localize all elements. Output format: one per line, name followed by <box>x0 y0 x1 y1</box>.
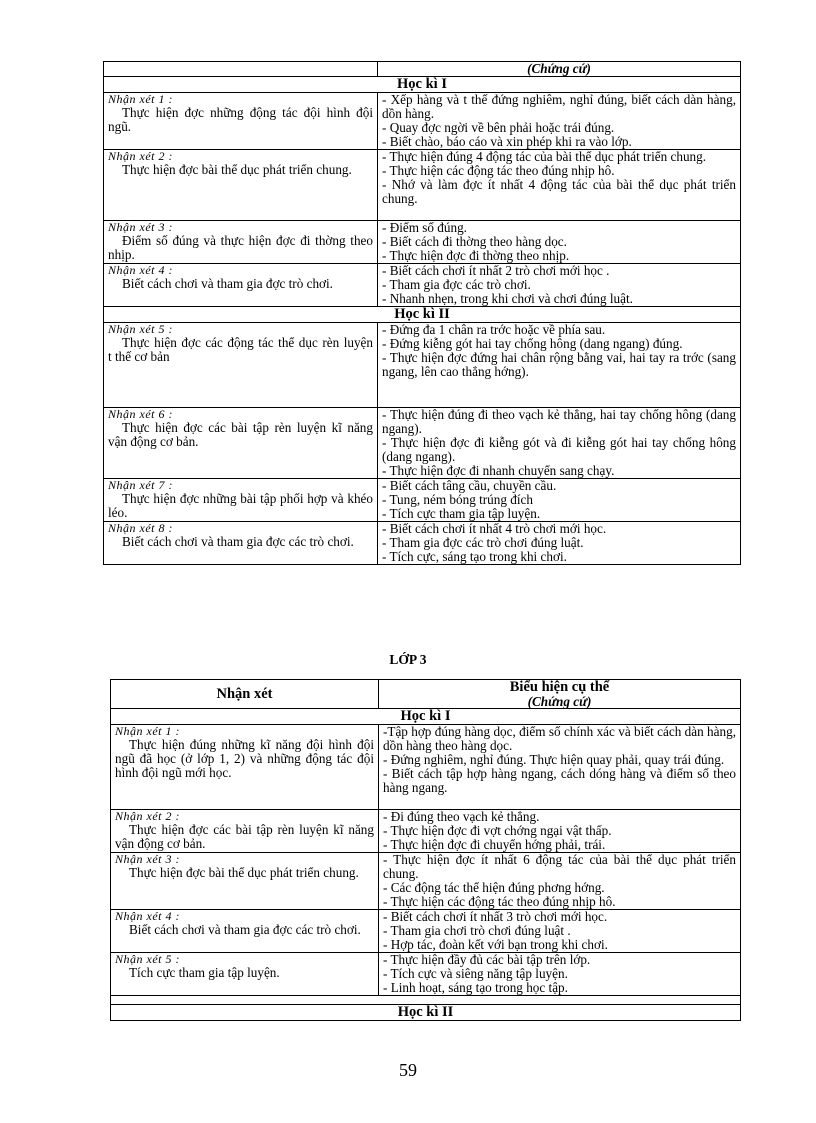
evidence-item: - Thực hiện đợc đi nhanh chuyển sang chạy. <box>382 463 615 478</box>
evidence-item: - Thực hiện các động tác theo đúng nhịp hô. <box>382 163 615 178</box>
table-row <box>104 150 741 221</box>
semester-row <box>104 307 741 323</box>
criterion-text: Tích cực tham gia tập luyện. <box>129 965 280 980</box>
header-cell-empty <box>104 62 378 77</box>
evidence-cell <box>378 408 741 479</box>
header-cell-evidence <box>378 62 741 77</box>
evidence-item: - Thực hiện đầy đủ các bài tập trên lớp. <box>383 952 591 967</box>
table-row <box>104 408 741 479</box>
evidence-item: - Biết cách chơi ít nhất 3 trò chơi mới học. <box>383 909 608 924</box>
semester-title: Học kì II <box>111 1005 741 1021</box>
table-row <box>111 953 741 996</box>
criterion-text: Thực hiện đợc các bài tập rèn luyện kĩ năng vận động cơ bản. <box>108 420 373 449</box>
header-evidence: (Chứng cứ) <box>527 61 591 76</box>
evidence-item: - Thực hiện đợc đi chuyển hớng phải, trái. <box>383 837 606 852</box>
criterion-cell <box>104 522 378 565</box>
table-header-row <box>104 62 741 77</box>
table-row <box>111 853 741 910</box>
criterion-label: Nhận xét 7 : <box>108 478 173 492</box>
header-cell-nhan-xet <box>111 680 379 709</box>
evidence-item: - Thực hiện đúng 4 động tác của bài thể dục phát triển chung. <box>382 149 707 164</box>
evidence-cell <box>378 93 741 150</box>
evidence-item: - Tung, ném bóng trúng đích <box>382 492 533 507</box>
criterion-text: Thực hiện đợc những động tác đội hình đội ngũ. <box>108 105 373 134</box>
evidence-item: - Tích cực, sáng tạo trong khi chơi. <box>382 549 567 564</box>
evidence-cell <box>379 810 741 853</box>
criterion-label: Nhận xét 8 : <box>108 521 173 535</box>
evidence-item: - Biết cách chơi ít nhất 2 trò chơi mới học . <box>382 263 610 278</box>
criterion-label: Nhận xét 3 : <box>115 852 180 866</box>
criterion-label: Nhận xét 5 : <box>108 322 173 336</box>
evidence-cell <box>378 479 741 522</box>
evidence-item: - Xếp hàng và t thế đứng nghiêm, nghỉ đúng, biết cách dàn hàng, dồn hàng. <box>382 92 736 121</box>
semester-row <box>111 709 741 725</box>
criterion-label: Nhận xét 4 : <box>115 909 180 923</box>
table-row <box>104 264 741 307</box>
criterion-text: Thực hiện đúng những kĩ năng đội hình đội ngũ đã học (ở lớp 1, 2) và những động tác đội hình đội ngũ mới học. <box>115 737 374 780</box>
evidence-item: - Thực hiện đợc ít nhất 6 động tác của bài thể dục phát triển chung. <box>383 852 736 881</box>
criterion-label: Nhận xét 2 : <box>108 149 173 163</box>
table-row <box>111 910 741 953</box>
criterion-cell <box>111 910 379 953</box>
evidence-item: - Quay đợc ngời về bên phải hoặc trái đúng. <box>382 120 615 135</box>
criterion-label: Nhận xét 5 : <box>115 952 180 966</box>
evidence-cell <box>379 910 741 953</box>
header-evidence: (Chứng cứ) <box>527 694 592 709</box>
evidence-item: - Biết cách tập hợp hàng ngang, cách dóng hàng và điểm số theo hàng ngang. <box>383 766 736 795</box>
criterion-cell <box>104 264 378 307</box>
criterion-cell <box>104 150 378 221</box>
evidence-item: - Điểm số đúng. <box>382 220 467 235</box>
semester-row <box>104 77 741 93</box>
criterion-cell <box>111 853 379 910</box>
table-row <box>111 810 741 853</box>
evidence-item: -Tập hợp đúng hàng dọc, điểm số chính xác và biết cách dàn hàng, dồn hàng theo hàng dọc. <box>383 724 736 753</box>
semester-row <box>111 1005 741 1021</box>
evidence-cell <box>378 150 741 221</box>
evidence-item: - Hợp tác, đoàn kết với bạn trong khi chơi. <box>383 937 608 952</box>
grade-heading: LỚP 3 <box>389 652 427 667</box>
assessment-table-grade2 <box>103 61 741 565</box>
semester-title: Học kì I <box>111 709 741 725</box>
criterion-cell <box>104 408 378 479</box>
evidence-cell <box>378 522 741 565</box>
header-bieu-hien: Biểu hiện cụ thể <box>509 679 610 695</box>
criterion-cell <box>104 93 378 150</box>
table-row <box>104 93 741 150</box>
evidence-cell <box>379 725 741 810</box>
evidence-item: - Đứng đa 1 chân ra trớc hoặc về phía sau. <box>382 322 606 337</box>
evidence-item: - Tham gia đợc các trò chơi. <box>382 277 531 292</box>
criterion-text: Biết cách chơi và tham gia đợc các trò chơi. <box>122 534 354 549</box>
evidence-item: - Biết cách chơi ít nhất 4 trò chơi mới học. <box>382 521 607 536</box>
evidence-item: - Thực hiện đợc đi thờng theo nhịp. <box>382 248 570 263</box>
evidence-item: - Thực hiện đợc đi kiễng gót và đi kiễng gót hai tay chống hông (dang ngang). <box>382 435 736 464</box>
evidence-item: - Đi đúng theo vạch kẻ thẳng. <box>383 809 540 824</box>
criterion-text: Thực hiện đợc những bài tập phối hợp và khéo léo. <box>108 491 373 520</box>
evidence-item: - Thực hiện đúng đi theo vạch kẻ thẳng, hai tay chống hông (dang ngang). <box>382 407 736 436</box>
criterion-text: Thực hiện đợc bài thể dục phát triển chung. <box>129 865 359 880</box>
criterion-label: Nhận xét 3 : <box>108 220 173 234</box>
header-cell-bieu-hien <box>379 680 741 709</box>
evidence-cell <box>378 323 741 408</box>
table-row <box>104 323 741 408</box>
evidence-cell <box>379 953 741 996</box>
criterion-cell <box>104 479 378 522</box>
evidence-item: - Thực hiện đợc đứng hai chân rộng bằng vai, hai tay ra trớc (sang ngang, lên cao thẳng hớng). <box>382 350 736 379</box>
evidence-item: - Đứng nghiêm, nghỉ đúng. Thực hiện quay phải, quay trái đúng. <box>383 752 725 767</box>
page-number: 59 <box>399 1060 417 1080</box>
table-row <box>111 725 741 810</box>
criterion-cell <box>104 221 378 264</box>
header-nhan-xet: Nhận xét <box>216 685 273 702</box>
evidence-item: - Tích cực và siêng năng tập luyện. <box>383 966 568 981</box>
criterion-cell <box>111 810 379 853</box>
evidence-item: - Tích cực tham gia tập luyện. <box>382 506 541 521</box>
table-row <box>104 479 741 522</box>
table-row <box>104 522 741 565</box>
assessment-table-grade3 <box>110 679 741 1021</box>
evidence-item: - Thực hiện các động tác theo đúng nhịp hô. <box>383 894 616 909</box>
evidence-item: - Tham gia đợc các trò chơi đúng luật. <box>382 535 584 550</box>
semester-title: Học kì II <box>104 307 741 323</box>
criterion-cell <box>111 953 379 996</box>
evidence-item: - Biết cách tâng cầu, chuyền cầu. <box>382 478 557 493</box>
evidence-cell <box>379 853 741 910</box>
criterion-label: Nhận xét 6 : <box>108 407 173 421</box>
evidence-item: - Tham gia chơi trò chơi đúng luật . <box>383 923 571 938</box>
criterion-text: Điểm số đúng và thực hiện đợc đi thờng theo nhịp. <box>108 233 373 262</box>
criterion-label: Nhận xét 4 : <box>108 263 173 277</box>
criterion-text: Thực hiện đợc các bài tập rèn luyện kĩ năng vận động cơ bản. <box>115 822 374 851</box>
evidence-item: - Thực hiện đợc đi vợt chớng ngại vật thấp. <box>383 823 612 838</box>
criterion-cell <box>111 725 379 810</box>
evidence-item: - Biết chào, báo cáo và xin phép khi ra vào lớp. <box>382 134 632 149</box>
criterion-cell <box>104 323 378 408</box>
criterion-label: Nhận xét 1 : <box>108 92 173 106</box>
table-row <box>104 221 741 264</box>
criterion-label: Nhận xét 1 : <box>115 724 180 738</box>
evidence-item: - Nhanh nhẹn, trong khi chơi và chơi đúng luật. <box>382 291 633 306</box>
evidence-item: - Biết cách đi thờng theo hàng dọc. <box>382 234 567 249</box>
evidence-cell <box>378 221 741 264</box>
table-header-row <box>111 680 741 709</box>
criterion-label: Nhận xét 2 : <box>115 809 180 823</box>
criterion-text: Biết cách chơi và tham gia đợc các trò chơi. <box>129 922 361 937</box>
criterion-text: Biết cách chơi và tham gia đợc trò chơi. <box>122 276 333 291</box>
evidence-item: - Nhớ và làm đợc ít nhất 4 động tác của bài thể dục phát triển chung. <box>382 177 736 206</box>
criterion-text: Thực hiện đợc bài thể dục phát triển chung. <box>122 162 352 177</box>
evidence-item: - Đứng kiễng gót hai tay chống hông (dang ngang) đúng. <box>382 336 683 351</box>
semester-title: Học kì I <box>104 77 741 93</box>
criterion-text: Thực hiện đợc các động tác thể dục rèn luyện t thế cơ bản <box>108 335 373 364</box>
evidence-cell <box>378 264 741 307</box>
evidence-item: - Linh hoạt, sáng tạo trong học tập. <box>383 980 568 995</box>
evidence-item: - Các động tác thể hiện đúng phơng hớng. <box>383 880 605 895</box>
